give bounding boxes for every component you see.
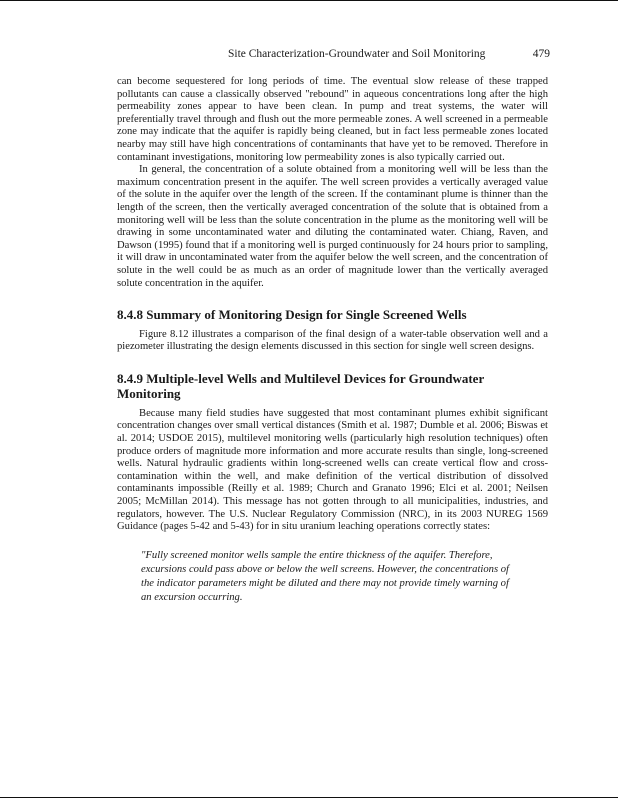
- top-rule: [0, 0, 618, 1]
- section-heading-8-4-8: 8.4.8 Summary of Monitoring Design for Single Screened Wells: [117, 307, 467, 323]
- running-header: [228, 48, 550, 64]
- paragraph-multilevel: Because many field studies have suggested that most contaminant plumes exhibit significant concentration changes over small vertical distances (Smith et al. 1987; Dumble et al. 2006; Biswas et al. 2014; USDOE 2015), multilevel monitoring wells (particularly high resolution techniques) often produce orders of magnitude more information and more accurate results than single, long-screened wells. Natural hydraulic gradients within long-screened wells can create vertical flow and cross-contamination within the well, and make definition of the vertical distribution of dissolved contaminants impossible (Reilly et al. 1989; Church and Granato 1996; Elci et al. 2001; Neilsen 2005; McMillan 2014). This message has not gotten through to all municipalities, industries, and regulators, however. The U.S. Nuclear Regulatory Commission (NRC), in its 2003 NUREG 1569 Guidance (pages 5-42 and 5-43) for in situ uranium leaching operations correctly states:: [117, 407, 548, 533]
- paragraph-rebound: can become sequestered for long periods of time. The eventual slow release of these trapped pollutants can cause a classically observed "rebound" in aqueous concentrations long after the high permeability zones appear to have been clean. In pump and treat systems, the water will preferentially travel through and flush out the more permeable zones. A well screened in a permeable zone may indicate that the aquifer is rapidly being cleaned, but in fact less permeable zones located nearby may still have high concentrations of contaminants that have yet to be removed. Therefore in contaminant investigations, monitoring low permeability zones is also typically carried out.: [117, 76, 548, 163]
- section-heading-8-4-9: 8.4.9 Multiple-level Wells and Multilevel Devices for Groundwater Monitoring: [117, 370, 484, 402]
- bottom-rule: [0, 797, 618, 798]
- paragraph-figure-reference: Figure 8.12 illustrates a comparison of the final design of a water-table observation well and a piezometer illustrating the design elements discussed in this section for single well screen designs.: [117, 328, 548, 353]
- paragraph-concentration: In general, the concentration of a solute obtained from a monitoring well will be less than the maximum concentration present in the aquifer. The well screen provides a vertically averaged value of the solute in the aquifer over the length of the screen. If the contaminant plume is thinner than the length of the screen, then the vertically averaged concentration of the solute that is obtained from a monitoring well will be less than the solute concentration in the plume as the monitoring well will be drawing in some uncontaminated water and diluting the contaminated water. Chiang, Raven, and Dawson (1995) found that if a monitoring well is purged continuously for 24 hours prior to sampling, it will draw in uncontaminated water from the aquifer below the well screen, and the concentration of solute in the well could be as much as an order of magnitude lower than the vertically averaged solute concentration in the aquifer.: [117, 164, 548, 289]
- page-body: [117, 76, 548, 605]
- page-number: 479: [532, 48, 550, 60]
- nrc-quote: "Fully screened monitor wells sample the entire thickness of the aquifer. Therefore, excursions could pass above or below the well screens. However, the concentrations of the indicator parameters might be diluted and there may not provide timely warning of an excursion occurring.: [141, 549, 509, 603]
- running-title: Site Characterization-Groundwater and Soil Monitoring: [228, 48, 486, 60]
